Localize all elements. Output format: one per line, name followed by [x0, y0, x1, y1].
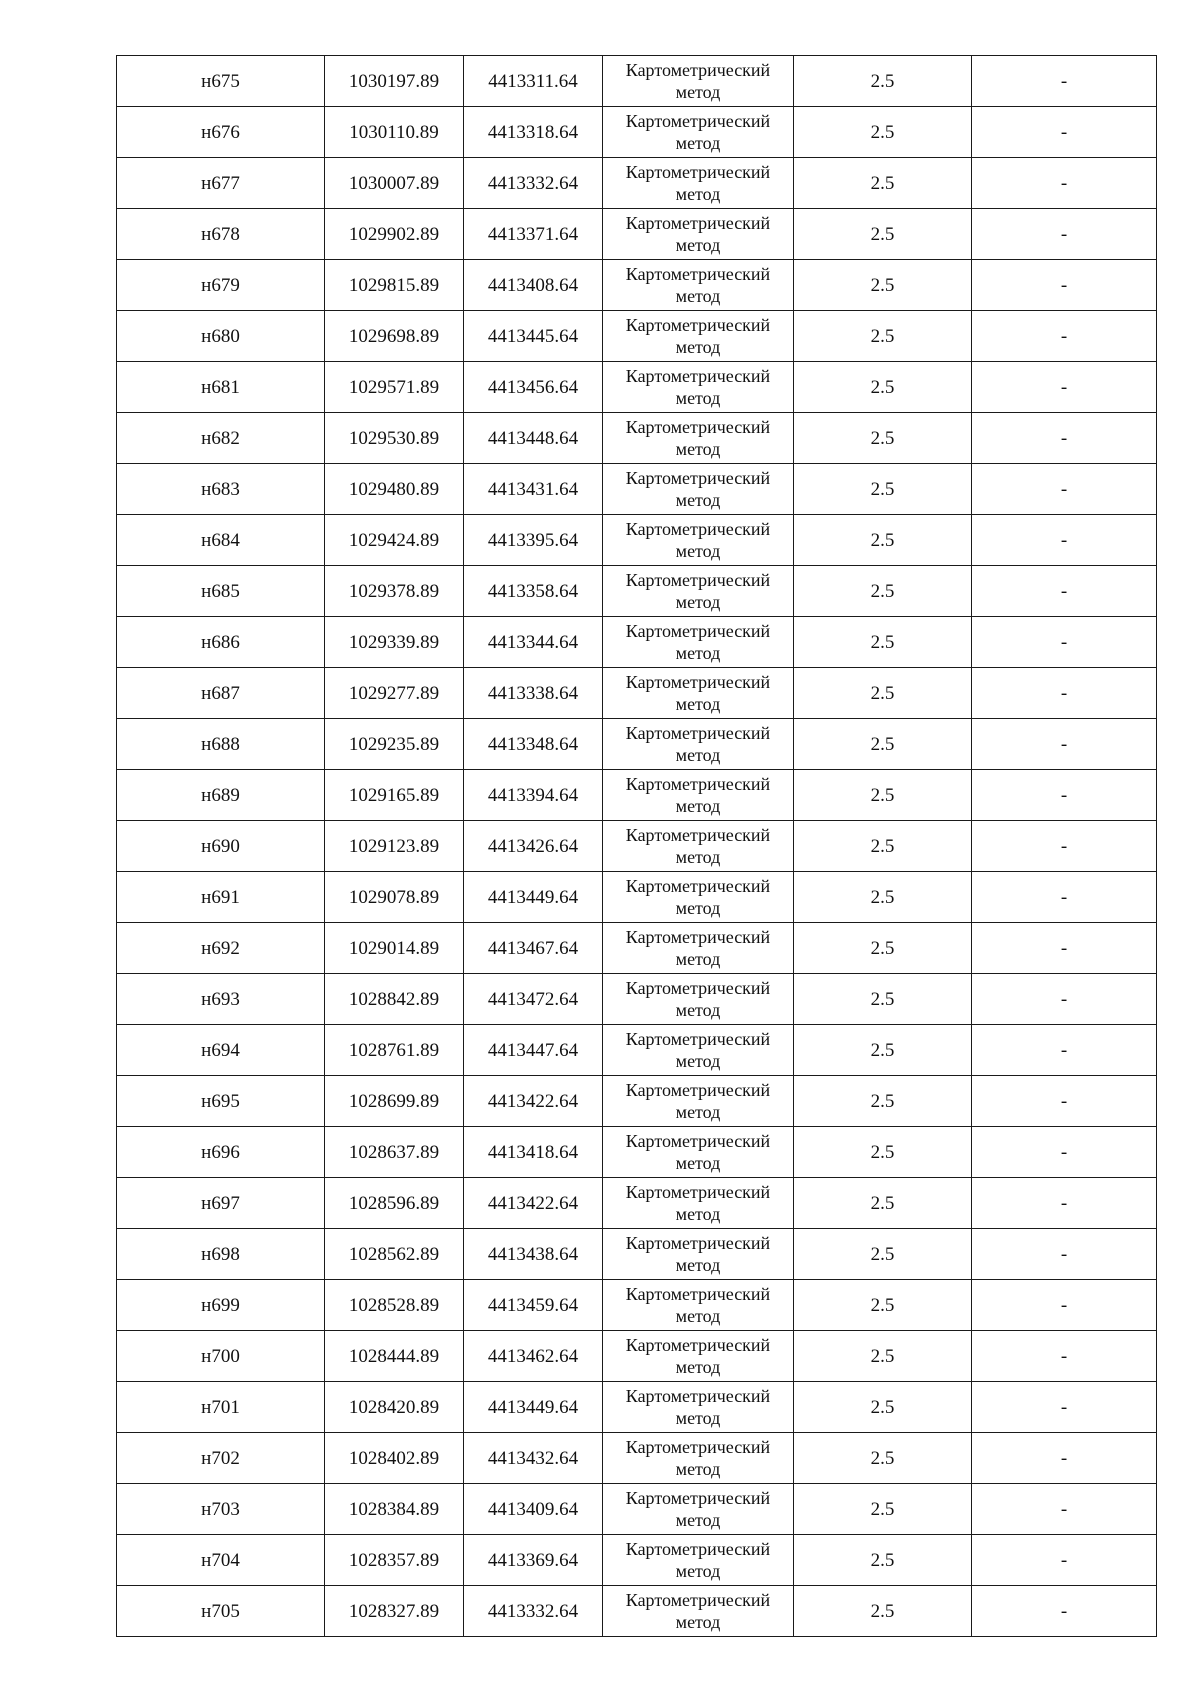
accuracy-cell: 2.5: [794, 821, 972, 872]
table-row: [117, 566, 1157, 617]
method-line-1: Картометрический: [625, 417, 771, 437]
table-row: [117, 413, 1157, 464]
y-coordinate-cell: 4413338.64: [464, 668, 603, 719]
method-line-2: метод: [675, 286, 721, 306]
point-id-cell: н693: [117, 974, 325, 1025]
table-row: [117, 1484, 1157, 1535]
table-row: [117, 158, 1157, 209]
method-line-2: метод: [675, 1510, 721, 1530]
method-line-2: метод: [675, 796, 721, 816]
method-line-1: Картометрический: [625, 1539, 771, 1559]
method-line-2: метод: [675, 898, 721, 918]
y-coordinate-cell: 4413467.64: [464, 923, 603, 974]
note-cell: -: [972, 872, 1157, 923]
y-coordinate-cell: 4413332.64: [464, 158, 603, 209]
table-row: [117, 1229, 1157, 1280]
x-coordinate-cell: 1028562.89: [325, 1229, 464, 1280]
y-coordinate-cell: 4413394.64: [464, 770, 603, 821]
x-coordinate-cell: 1028842.89: [325, 974, 464, 1025]
y-coordinate-cell: 4413426.64: [464, 821, 603, 872]
table-row: [117, 1382, 1157, 1433]
method-line-2: метод: [675, 1255, 721, 1275]
accuracy-cell: 2.5: [794, 1331, 972, 1382]
accuracy-cell: 2.5: [794, 158, 972, 209]
y-coordinate-cell: 4413432.64: [464, 1433, 603, 1484]
method-cell: [603, 1280, 794, 1331]
point-id-cell: н701: [117, 1382, 325, 1433]
note-cell: -: [972, 1280, 1157, 1331]
note-cell: -: [972, 56, 1157, 107]
x-coordinate-cell: 1028596.89: [325, 1178, 464, 1229]
y-coordinate-cell: 4413438.64: [464, 1229, 603, 1280]
method-cell: [603, 209, 794, 260]
accuracy-cell: 2.5: [794, 1076, 972, 1127]
method-line-2: метод: [675, 388, 721, 408]
table-row: [117, 1280, 1157, 1331]
method-line-1: Картометрический: [625, 1029, 771, 1049]
x-coordinate-cell: 1028528.89: [325, 1280, 464, 1331]
note-cell: -: [972, 209, 1157, 260]
method-cell: [603, 311, 794, 362]
x-coordinate-cell: 1029235.89: [325, 719, 464, 770]
method-cell: [603, 56, 794, 107]
method-cell: [603, 158, 794, 209]
accuracy-cell: 2.5: [794, 209, 972, 260]
method-cell: [603, 1331, 794, 1382]
x-coordinate-cell: 1028357.89: [325, 1535, 464, 1586]
point-id-cell: н675: [117, 56, 325, 107]
y-coordinate-cell: 4413422.64: [464, 1076, 603, 1127]
method-line-2: метод: [675, 949, 721, 969]
method-cell: [603, 107, 794, 158]
method-line-1: Картометрический: [625, 468, 771, 488]
accuracy-cell: 2.5: [794, 362, 972, 413]
coordinates-table-body: [117, 56, 1157, 1637]
method-line-2: метод: [675, 1612, 721, 1632]
x-coordinate-cell: 1028420.89: [325, 1382, 464, 1433]
method-line-2: метод: [675, 1459, 721, 1479]
method-line-1: Картометрический: [625, 1335, 771, 1355]
note-cell: -: [972, 515, 1157, 566]
point-id-cell: н697: [117, 1178, 325, 1229]
point-id-cell: н687: [117, 668, 325, 719]
method-cell: [603, 974, 794, 1025]
method-cell: [603, 1178, 794, 1229]
x-coordinate-cell: 1029378.89: [325, 566, 464, 617]
method-cell: [603, 260, 794, 311]
method-line-1: Картометрический: [625, 876, 771, 896]
table-row: [117, 1535, 1157, 1586]
table-row: [117, 1433, 1157, 1484]
point-id-cell: н677: [117, 158, 325, 209]
point-id-cell: н680: [117, 311, 325, 362]
method-cell: [603, 1229, 794, 1280]
x-coordinate-cell: 1028761.89: [325, 1025, 464, 1076]
table-row: [117, 770, 1157, 821]
method-line-2: метод: [675, 592, 721, 612]
table-row: [117, 260, 1157, 311]
table-row: [117, 719, 1157, 770]
method-cell: [603, 1433, 794, 1484]
note-cell: -: [972, 974, 1157, 1025]
point-id-cell: н700: [117, 1331, 325, 1382]
point-id-cell: н698: [117, 1229, 325, 1280]
y-coordinate-cell: 4413431.64: [464, 464, 603, 515]
method-line-1: Картометрический: [625, 774, 771, 794]
accuracy-cell: 2.5: [794, 974, 972, 1025]
note-cell: -: [972, 1433, 1157, 1484]
table-row: [117, 464, 1157, 515]
y-coordinate-cell: 4413445.64: [464, 311, 603, 362]
y-coordinate-cell: 4413318.64: [464, 107, 603, 158]
x-coordinate-cell: 1029078.89: [325, 872, 464, 923]
y-coordinate-cell: 4413449.64: [464, 1382, 603, 1433]
method-cell: [603, 464, 794, 515]
method-line-1: Картометрический: [625, 60, 771, 80]
x-coordinate-cell: 1028637.89: [325, 1127, 464, 1178]
method-line-1: Картометрический: [625, 978, 771, 998]
method-line-2: метод: [675, 1000, 721, 1020]
point-id-cell: н678: [117, 209, 325, 260]
note-cell: -: [972, 1229, 1157, 1280]
method-line-1: Картометрический: [625, 570, 771, 590]
method-line-2: метод: [675, 1357, 721, 1377]
accuracy-cell: 2.5: [794, 617, 972, 668]
method-cell: [603, 362, 794, 413]
x-coordinate-cell: 1030007.89: [325, 158, 464, 209]
table-row: [117, 617, 1157, 668]
accuracy-cell: 2.5: [794, 1586, 972, 1637]
method-line-2: метод: [675, 1204, 721, 1224]
point-id-cell: н688: [117, 719, 325, 770]
point-id-cell: н699: [117, 1280, 325, 1331]
y-coordinate-cell: 4413409.64: [464, 1484, 603, 1535]
accuracy-cell: 2.5: [794, 260, 972, 311]
method-cell: [603, 413, 794, 464]
note-cell: -: [972, 566, 1157, 617]
method-line-1: Картометрический: [625, 1233, 771, 1253]
accuracy-cell: 2.5: [794, 1484, 972, 1535]
method-cell: [603, 872, 794, 923]
x-coordinate-cell: 1030110.89: [325, 107, 464, 158]
table-row: [117, 1178, 1157, 1229]
accuracy-cell: 2.5: [794, 311, 972, 362]
method-line-2: метод: [675, 1306, 721, 1326]
method-line-1: Картометрический: [625, 1590, 771, 1610]
accuracy-cell: 2.5: [794, 1280, 972, 1331]
method-line-1: Картометрический: [625, 315, 771, 335]
accuracy-cell: 2.5: [794, 1178, 972, 1229]
table-row: [117, 209, 1157, 260]
method-line-1: Картометрический: [625, 1131, 771, 1151]
method-line-1: Картометрический: [625, 1284, 771, 1304]
x-coordinate-cell: 1029902.89: [325, 209, 464, 260]
method-cell: [603, 770, 794, 821]
note-cell: -: [972, 668, 1157, 719]
x-coordinate-cell: 1030197.89: [325, 56, 464, 107]
note-cell: -: [972, 158, 1157, 209]
y-coordinate-cell: 4413456.64: [464, 362, 603, 413]
x-coordinate-cell: 1029571.89: [325, 362, 464, 413]
point-id-cell: н694: [117, 1025, 325, 1076]
point-id-cell: н682: [117, 413, 325, 464]
x-coordinate-cell: 1029815.89: [325, 260, 464, 311]
accuracy-cell: 2.5: [794, 1025, 972, 1076]
note-cell: -: [972, 617, 1157, 668]
x-coordinate-cell: 1029424.89: [325, 515, 464, 566]
method-line-2: метод: [675, 1051, 721, 1071]
note-cell: -: [972, 362, 1157, 413]
note-cell: -: [972, 413, 1157, 464]
point-id-cell: н691: [117, 872, 325, 923]
table-row: [117, 923, 1157, 974]
note-cell: -: [972, 107, 1157, 158]
point-id-cell: н704: [117, 1535, 325, 1586]
note-cell: -: [972, 821, 1157, 872]
method-cell: [603, 515, 794, 566]
coordinates-table: [116, 55, 1157, 1637]
note-cell: -: [972, 719, 1157, 770]
note-cell: -: [972, 923, 1157, 974]
method-line-2: метод: [675, 439, 721, 459]
method-line-1: Картометрический: [625, 111, 771, 131]
x-coordinate-cell: 1028402.89: [325, 1433, 464, 1484]
accuracy-cell: 2.5: [794, 1229, 972, 1280]
method-line-2: метод: [675, 490, 721, 510]
accuracy-cell: 2.5: [794, 1382, 972, 1433]
table-row: [117, 311, 1157, 362]
method-cell: [603, 923, 794, 974]
x-coordinate-cell: 1029339.89: [325, 617, 464, 668]
point-id-cell: н684: [117, 515, 325, 566]
method-cell: [603, 1535, 794, 1586]
table-row: [117, 515, 1157, 566]
method-cell: [603, 1127, 794, 1178]
y-coordinate-cell: 4413311.64: [464, 56, 603, 107]
point-id-cell: н685: [117, 566, 325, 617]
note-cell: -: [972, 1586, 1157, 1637]
y-coordinate-cell: 4413418.64: [464, 1127, 603, 1178]
y-coordinate-cell: 4413408.64: [464, 260, 603, 311]
method-line-2: метод: [675, 1561, 721, 1581]
method-line-1: Картометрический: [625, 1437, 771, 1457]
note-cell: -: [972, 311, 1157, 362]
method-cell: [603, 566, 794, 617]
x-coordinate-cell: 1029123.89: [325, 821, 464, 872]
x-coordinate-cell: 1029698.89: [325, 311, 464, 362]
method-cell: [603, 1484, 794, 1535]
method-cell: [603, 1025, 794, 1076]
note-cell: -: [972, 260, 1157, 311]
x-coordinate-cell: 1029165.89: [325, 770, 464, 821]
accuracy-cell: 2.5: [794, 1535, 972, 1586]
method-cell: [603, 821, 794, 872]
accuracy-cell: 2.5: [794, 668, 972, 719]
y-coordinate-cell: 4413369.64: [464, 1535, 603, 1586]
x-coordinate-cell: 1028444.89: [325, 1331, 464, 1382]
method-line-2: метод: [675, 184, 721, 204]
y-coordinate-cell: 4413358.64: [464, 566, 603, 617]
accuracy-cell: 2.5: [794, 872, 972, 923]
y-coordinate-cell: 4413462.64: [464, 1331, 603, 1382]
table-row: [117, 974, 1157, 1025]
y-coordinate-cell: 4413422.64: [464, 1178, 603, 1229]
note-cell: -: [972, 1127, 1157, 1178]
method-line-2: метод: [675, 643, 721, 663]
method-line-1: Картометрический: [625, 723, 771, 743]
point-id-cell: н690: [117, 821, 325, 872]
method-line-2: метод: [675, 847, 721, 867]
method-cell: [603, 719, 794, 770]
note-cell: -: [972, 1535, 1157, 1586]
point-id-cell: н705: [117, 1586, 325, 1637]
table-row: [117, 1331, 1157, 1382]
method-cell: [603, 668, 794, 719]
accuracy-cell: 2.5: [794, 1127, 972, 1178]
note-cell: -: [972, 1076, 1157, 1127]
note-cell: -: [972, 1025, 1157, 1076]
method-line-1: Картометрический: [625, 213, 771, 233]
method-line-2: метод: [675, 745, 721, 765]
point-id-cell: н703: [117, 1484, 325, 1535]
y-coordinate-cell: 4413395.64: [464, 515, 603, 566]
note-cell: -: [972, 1331, 1157, 1382]
note-cell: -: [972, 770, 1157, 821]
note-cell: -: [972, 464, 1157, 515]
method-line-2: метод: [675, 541, 721, 561]
table-row: [117, 668, 1157, 719]
y-coordinate-cell: 4413448.64: [464, 413, 603, 464]
point-id-cell: н689: [117, 770, 325, 821]
y-coordinate-cell: 4413371.64: [464, 209, 603, 260]
table-row: [117, 821, 1157, 872]
accuracy-cell: 2.5: [794, 56, 972, 107]
method-cell: [603, 617, 794, 668]
accuracy-cell: 2.5: [794, 515, 972, 566]
method-line-1: Картометрический: [625, 1488, 771, 1508]
method-line-1: Картометрический: [625, 1386, 771, 1406]
accuracy-cell: 2.5: [794, 566, 972, 617]
point-id-cell: н686: [117, 617, 325, 668]
method-cell: [603, 1382, 794, 1433]
y-coordinate-cell: 4413348.64: [464, 719, 603, 770]
table-row: [117, 1127, 1157, 1178]
accuracy-cell: 2.5: [794, 923, 972, 974]
table-row: [117, 107, 1157, 158]
method-line-2: метод: [675, 1153, 721, 1173]
method-line-1: Картометрический: [625, 927, 771, 947]
point-id-cell: н695: [117, 1076, 325, 1127]
method-line-1: Картометрический: [625, 825, 771, 845]
table-row: [117, 56, 1157, 107]
x-coordinate-cell: 1029014.89: [325, 923, 464, 974]
method-line-1: Картометрический: [625, 366, 771, 386]
point-id-cell: н702: [117, 1433, 325, 1484]
method-cell: [603, 1076, 794, 1127]
method-line-1: Картометрический: [625, 1182, 771, 1202]
x-coordinate-cell: 1028699.89: [325, 1076, 464, 1127]
accuracy-cell: 2.5: [794, 464, 972, 515]
table-row: [117, 872, 1157, 923]
point-id-cell: н679: [117, 260, 325, 311]
y-coordinate-cell: 4413447.64: [464, 1025, 603, 1076]
method-line-2: метод: [675, 1102, 721, 1122]
accuracy-cell: 2.5: [794, 770, 972, 821]
note-cell: -: [972, 1484, 1157, 1535]
method-line-2: метод: [675, 82, 721, 102]
accuracy-cell: 2.5: [794, 107, 972, 158]
method-line-2: метод: [675, 1408, 721, 1428]
method-cell: [603, 1586, 794, 1637]
point-id-cell: н692: [117, 923, 325, 974]
table-row: [117, 1025, 1157, 1076]
point-id-cell: н683: [117, 464, 325, 515]
table-row: [117, 362, 1157, 413]
note-cell: -: [972, 1382, 1157, 1433]
y-coordinate-cell: 4413459.64: [464, 1280, 603, 1331]
method-line-2: метод: [675, 337, 721, 357]
x-coordinate-cell: 1028384.89: [325, 1484, 464, 1535]
y-coordinate-cell: 4413472.64: [464, 974, 603, 1025]
x-coordinate-cell: 1029530.89: [325, 413, 464, 464]
method-line-1: Картометрический: [625, 162, 771, 182]
point-id-cell: н681: [117, 362, 325, 413]
method-line-1: Картометрический: [625, 264, 771, 284]
method-line-1: Картометрический: [625, 621, 771, 641]
x-coordinate-cell: 1028327.89: [325, 1586, 464, 1637]
y-coordinate-cell: 4413344.64: [464, 617, 603, 668]
point-id-cell: н676: [117, 107, 325, 158]
point-id-cell: н696: [117, 1127, 325, 1178]
method-line-2: метод: [675, 694, 721, 714]
accuracy-cell: 2.5: [794, 719, 972, 770]
accuracy-cell: 2.5: [794, 413, 972, 464]
method-line-2: метод: [675, 133, 721, 153]
y-coordinate-cell: 4413449.64: [464, 872, 603, 923]
method-line-1: Картометрический: [625, 1080, 771, 1100]
table-row: [117, 1076, 1157, 1127]
method-line-1: Картометрический: [625, 672, 771, 692]
method-line-1: Картометрический: [625, 519, 771, 539]
method-line-2: метод: [675, 235, 721, 255]
accuracy-cell: 2.5: [794, 1433, 972, 1484]
note-cell: -: [972, 1178, 1157, 1229]
y-coordinate-cell: 4413332.64: [464, 1586, 603, 1637]
x-coordinate-cell: 1029480.89: [325, 464, 464, 515]
table-row: [117, 1586, 1157, 1637]
x-coordinate-cell: 1029277.89: [325, 668, 464, 719]
